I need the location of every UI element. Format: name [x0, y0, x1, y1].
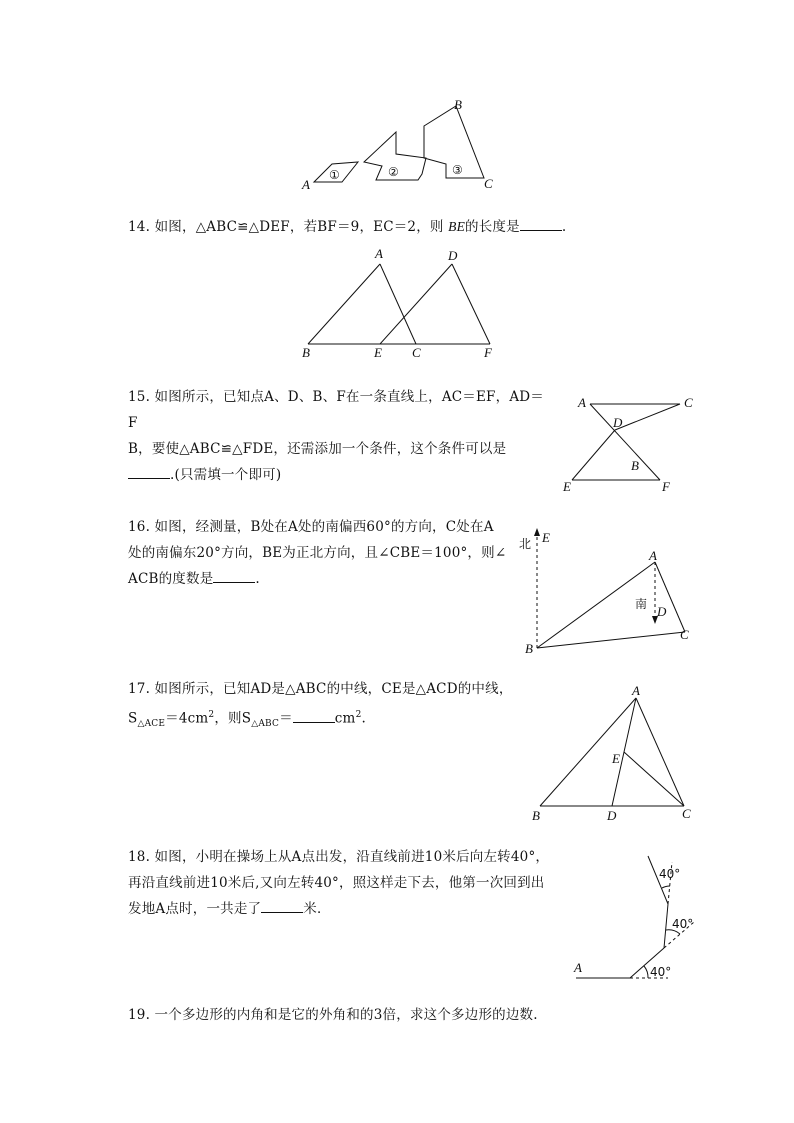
fig15-label-f: F	[662, 479, 670, 494]
fig17-label-e: E	[612, 751, 620, 766]
fig14-label-e: E	[374, 345, 382, 360]
fig15-label-d: D	[613, 415, 623, 430]
q17-text: 17. 如图所示，已知AD是△ABC的中线，CE是△ACD的中线， $S_{\triangle ACE}=4cm^2$，则$S_{\triangle ABC}= cm^2$.	[128, 681, 513, 730]
fig17-label-b: B	[532, 808, 540, 823]
fig18-angle-2: 40°	[672, 917, 694, 931]
q18-answer-blank[interactable]	[261, 898, 303, 913]
fig18-angle-1: 40°	[650, 965, 672, 979]
figure-q16	[515, 522, 705, 662]
q15-text: 15. 如图所示，已知点A、D、B、F在一条直线上，AC＝EF，AD＝F B，要使△ABC≌△FDE，还需添加一个条件，这个条件可以是 .(只需填一个即可)	[128, 389, 544, 483]
fig15-label-e: E	[563, 479, 571, 494]
q14-text: 14. 如图，△ABC≌△DEF，若BF＝9，EC＝2，则 BE的长度是 .	[128, 214, 566, 240]
fig14-label-b: B	[302, 345, 310, 360]
fig16-label-b: B	[525, 641, 533, 656]
fig16-label-e: E	[542, 530, 550, 545]
q15-answer-blank[interactable]	[128, 464, 170, 479]
fig15-label-b: B	[631, 458, 639, 473]
figure-q14	[300, 244, 500, 364]
fig16-label-north: 北	[519, 537, 532, 551]
figure-q13	[300, 96, 510, 196]
fig13-label-b: B	[454, 97, 462, 112]
fig15-label-a: A	[578, 395, 586, 410]
fig17-label-c: C	[682, 806, 691, 821]
fig13-label-1: ①	[329, 168, 340, 182]
fig13-label-3: ③	[452, 163, 463, 177]
fig18-label-a: A	[574, 960, 582, 975]
fig16-label-a: A	[649, 548, 657, 563]
fig18-angle-3: 40°	[659, 867, 681, 881]
figure-q18	[570, 850, 710, 990]
figure-q15	[560, 390, 700, 500]
fig14-label-c: C	[412, 345, 421, 360]
fig16-label-south: 南	[635, 597, 648, 611]
q19-text: 19. 一个多边形的内角和是它的外角和的3倍，求这个多边形的边数.	[128, 1007, 538, 1023]
q16-text: 16. 如图，经测量，B处在A处的南偏西60°的方向，C处在A 处的南偏东20°方向，BE为正北方向，且∠CBE＝100°，则∠ ACB的度数是 .	[128, 519, 507, 587]
q14-answer-blank[interactable]	[520, 216, 562, 231]
q16-answer-blank[interactable]	[213, 568, 255, 583]
fig13-label-c: C	[484, 176, 493, 191]
fig13-label-2: ②	[388, 165, 399, 179]
fig15-label-c: C	[684, 395, 693, 410]
fig17-label-a: A	[632, 683, 640, 698]
fig16-label-d: D	[657, 604, 667, 619]
fig14-label-d: D	[448, 248, 458, 263]
fig14-label-a: A	[375, 246, 383, 261]
q17-answer-blank[interactable]	[293, 708, 335, 723]
fig14-label-f: F	[484, 345, 492, 360]
fig13-label-a: A	[302, 177, 310, 192]
fig17-label-d: D	[607, 808, 617, 823]
fig16-label-c: C	[680, 627, 689, 642]
figure-q17	[528, 684, 703, 824]
q18-text: 18. 如图，小明在操场上从A点出发，沿直线前进10米后向左转40°， 再沿直线前进10米后,又向左转40°，照这样走下去，他第一次回到出 发地A点时，一共走了 米．	[128, 849, 550, 917]
